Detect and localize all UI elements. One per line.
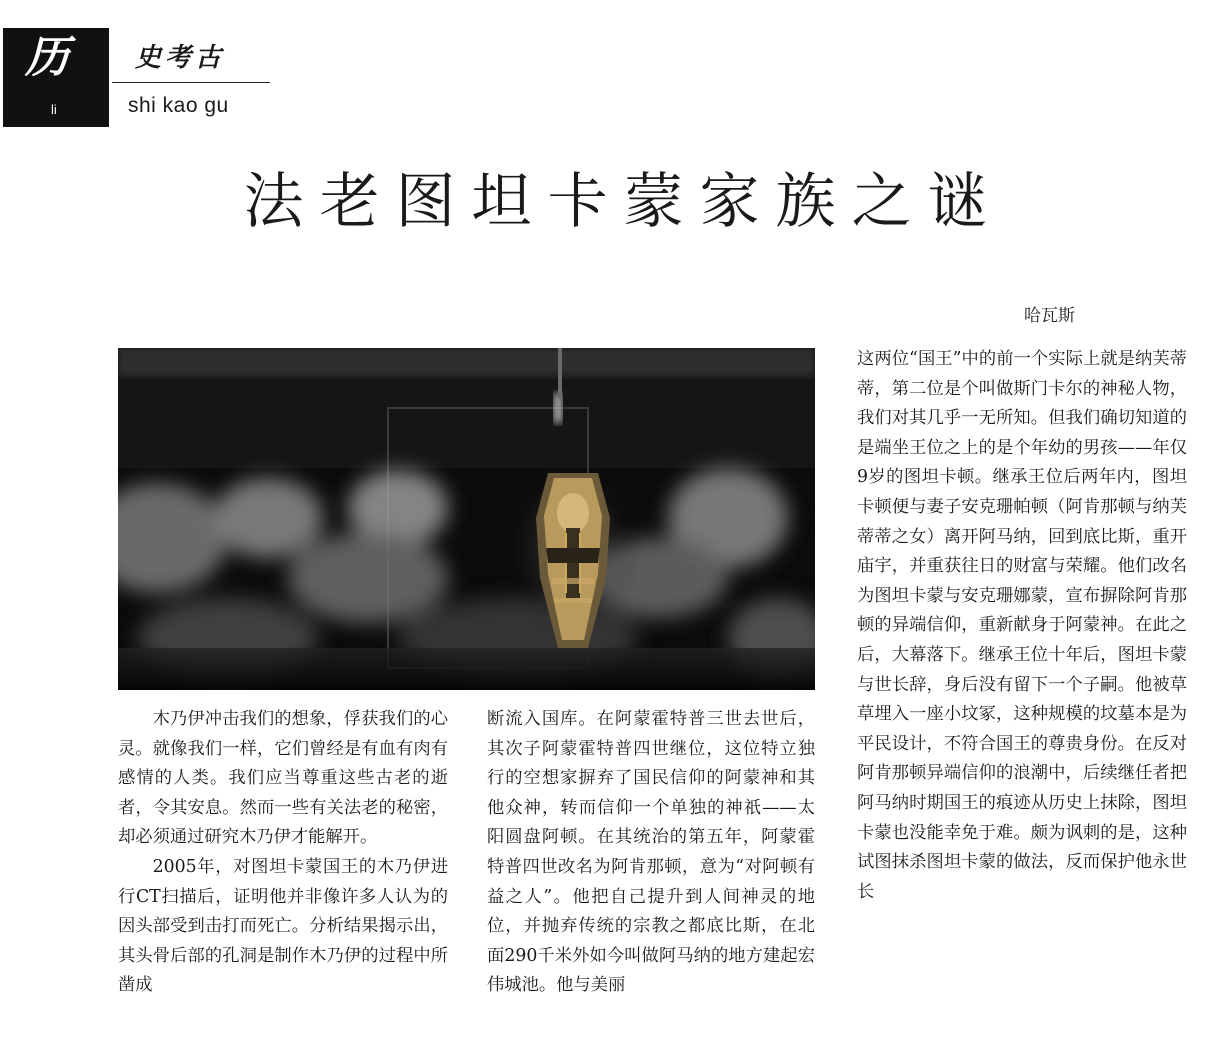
- paragraph: 木乃伊冲击我们的想象，俘获我们的心灵。就像我们一样，它们曾经是有血有肉有感情的人类。我们应当尊重这些古老的逝者，令其安息。然而一些有关法老的秘密，却必须通过研究木乃伊才能解开。: [118, 709, 448, 848]
- paragraph: 这两位“国王”中的前一个实际上就是纳芙蒂蒂，第二位是个叫做斯门卡尔的神秘人物，我们对其几乎一无所知。但我们确切知道的是端坐王位之上的是个年幼的男孩——年仅9岁的图坦卡顿。继承王位后两年内，图坦卡顿便与妻子安克珊帕顿（阿肯那顿与纳芙蒂蒂之女）离开阿马纳，回到底比斯，重开庙宇，并重获往日的财富与荣耀。他们改名为图坦卡蒙与安克珊娜蒙，宣布摒除阿肯那顿的异端信仰，重新献身于阿蒙神。在此之后，大幕落下。继承王位十年后，图坦卡蒙与世长辞，身后没有留下一个子嗣。他被草草埋入一座小坟冢，这种规模的坟墓本是为平民设计，不符合国王的尊贵身份。在反对阿肯那顿异端信仰的浪潮中，后续继任者把阿马纳时期国王的痕迹从历史上抹除，图坦卡蒙也没能幸免于难。颇为讽刺的是，这种试图抹杀图坦卡蒙的做法，反而保护他永世长: [857, 349, 1187, 902]
- article-author: 哈瓦斯: [1024, 306, 1075, 326]
- paragraph: 断流入国库。在阿蒙霍特普三世去世后，其次子阿蒙霍特普四世继位，这位特立独行的空想家摒弃了国民信仰的阿蒙神和其他众神，转而信仰一个单独的神祇——太阳圆盘阿顿。在其统治的第五年，阿蒙霍特普四世改名为阿肯那顿，意为“对阿顿有益之人”。他把自己提升到人间神灵的地位，并抛弃传统的宗教之都底比斯，在北面290千米外如今叫做阿马纳的地方建起宏伟城池。他与美丽: [487, 709, 815, 996]
- section-badge: [3, 28, 109, 127]
- section-badge-pinyin: li: [51, 102, 57, 117]
- column-title: 史考古: [135, 43, 226, 73]
- column-pinyin: shi kao gu: [128, 94, 229, 117]
- article-column-2: [487, 705, 815, 1001]
- article-column-1: [118, 705, 448, 1001]
- column-title-rule: [112, 82, 270, 83]
- article-column-3: [857, 345, 1187, 907]
- section-badge-char: 历: [25, 32, 69, 83]
- article-title: 法老图坦卡蒙家族之谜: [243, 167, 1004, 237]
- museum-photo: [118, 348, 815, 690]
- paragraph: 2005年，对图坦卡蒙国王的木乃伊进行CT扫描后，证明他并非像许多人认为的因头部受到击打而死亡。分析结果揭示出，其头骨后部的孔洞是制作木乃伊的过程中所凿成: [118, 856, 448, 996]
